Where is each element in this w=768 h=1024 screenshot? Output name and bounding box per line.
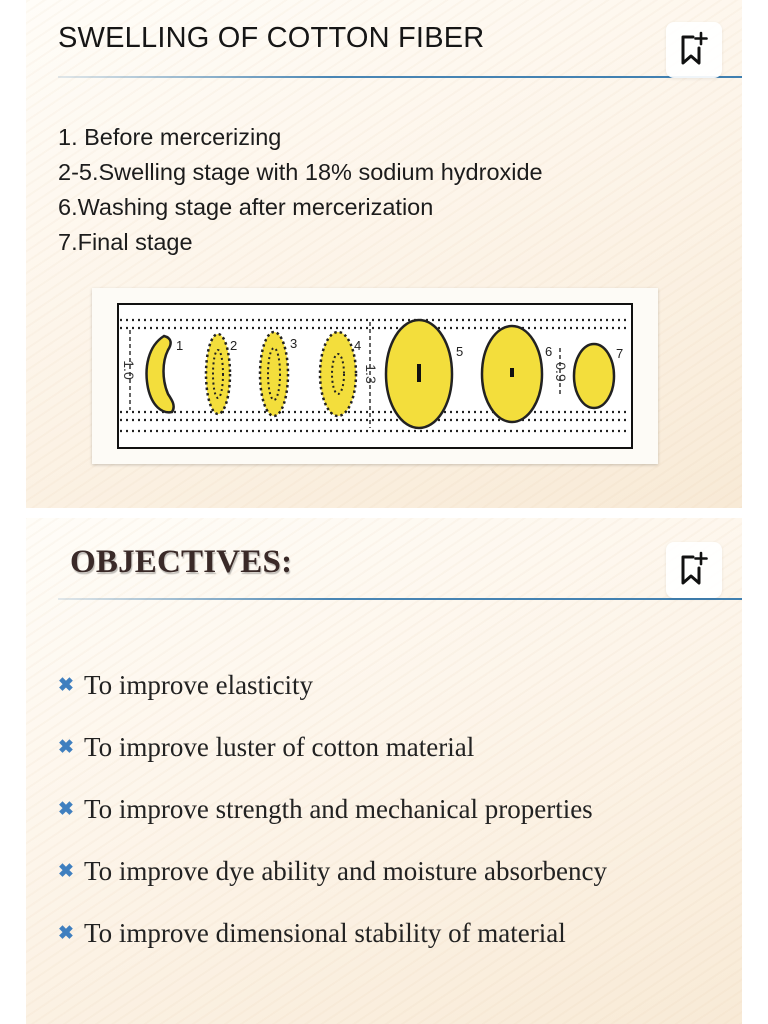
swelling-diagram [92, 288, 658, 464]
stage-label-5: 5 [456, 344, 464, 359]
slide-title: SWELLING OF COTTON FIBER [58, 22, 485, 54]
list-item [58, 654, 607, 716]
list-item [58, 716, 607, 778]
dimension-label-left: 1.0 [121, 360, 137, 380]
bullet-icon: ✖ [58, 860, 74, 882]
list-item [58, 902, 607, 964]
stage-line: 1. Before mercerizing [58, 124, 282, 150]
stage-line: 7.Final stage [58, 229, 193, 255]
fiber-stage-4 [320, 332, 356, 416]
objective-text: To improve dye ability and moisture absorbency [84, 855, 607, 886]
list-item [58, 840, 607, 902]
objective-text: To improve luster of cotton material [84, 731, 475, 762]
swelling-diagram-svg [92, 288, 658, 464]
list-item [58, 778, 607, 840]
bookmark-add-icon [677, 31, 711, 69]
fiber-stage-6 [482, 326, 542, 422]
bookmark-button[interactable] [666, 22, 722, 78]
slide-title: OBJECTIVES: [70, 544, 293, 580]
bookmark-add-icon [677, 551, 711, 589]
stage-label-2: 2 [230, 338, 238, 353]
fiber-stage-2 [206, 334, 230, 414]
stage-label-6: 6 [545, 344, 553, 359]
bullet-icon: ✖ [58, 922, 74, 944]
stage-line: 2-5.Swelling stage with 18% sodium hydroxide [58, 159, 543, 185]
fiber-stage-5 [386, 320, 452, 428]
stage-line: 6.Washing stage after mercerization [58, 194, 434, 220]
slide-objectives [26, 518, 742, 1024]
fiber-stage-3 [260, 332, 288, 416]
bullet-icon: ✖ [58, 736, 74, 758]
stage-list [58, 120, 543, 260]
bookmark-button[interactable] [666, 542, 722, 598]
objectives-list [58, 654, 607, 964]
slide-swelling [26, 0, 742, 508]
stage-label-4: 4 [354, 338, 362, 353]
dimension-label-mid: 1.3 [363, 364, 379, 384]
stage-label-1: 1 [176, 338, 184, 353]
title-divider [58, 76, 742, 78]
objective-text: To improve elasticity [84, 669, 314, 700]
objective-text: To improve strength and mechanical properties [84, 793, 593, 824]
stage-label-7: 7 [616, 346, 624, 361]
dimension-label-right: 0.9 [553, 362, 569, 382]
bullet-icon: ✖ [58, 798, 74, 820]
stage-label-3: 3 [290, 336, 298, 351]
bullet-icon: ✖ [58, 674, 74, 696]
fiber-stage-7 [574, 344, 614, 408]
title-divider [58, 598, 742, 600]
objective-text: To improve dimensional stability of material [84, 917, 566, 948]
